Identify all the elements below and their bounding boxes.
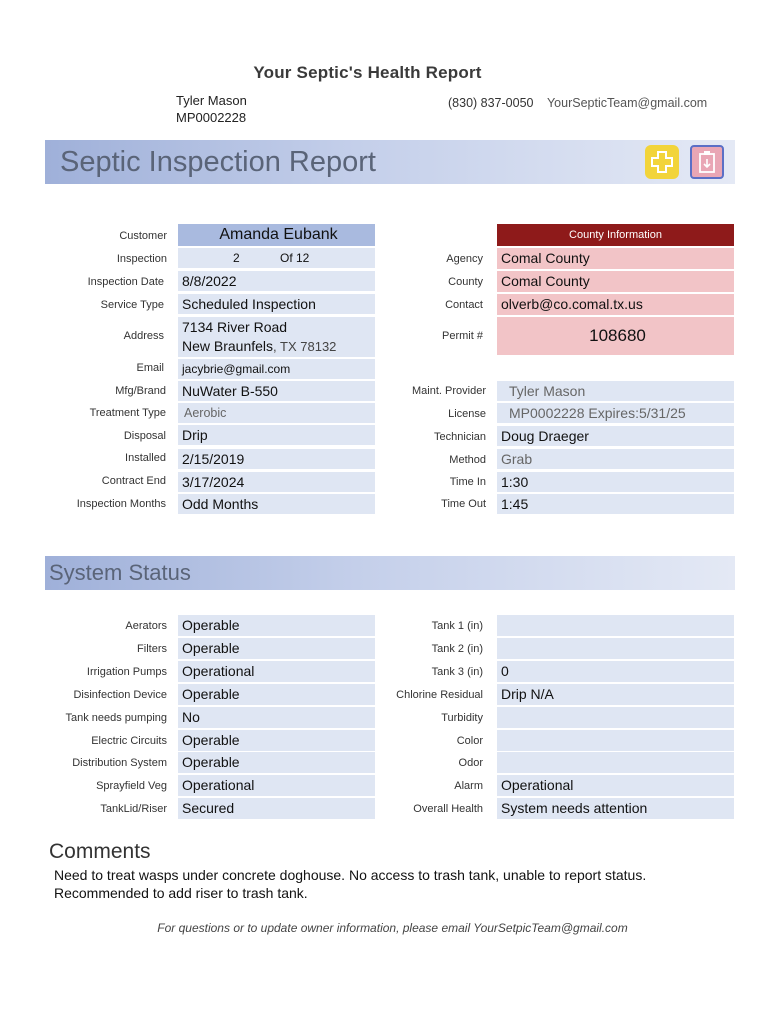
status-label: Overall Health [413, 803, 483, 815]
disposal: Drip [178, 425, 375, 445]
maint-provider-label: Maint. Provider [412, 385, 486, 397]
service-type: Scheduled Inspection [178, 294, 375, 314]
status-value: Operable [178, 684, 375, 705]
treatment-label: Treatment Type [89, 407, 166, 419]
technician: Doug Draeger [497, 426, 734, 446]
address-state: , TX 78132 [273, 339, 337, 354]
inspection-number: 2 [233, 251, 240, 265]
comments-text [54, 866, 744, 902]
maint-provider: Tyler Mason [497, 381, 734, 401]
customer-email: jacybrie@gmail.com [178, 359, 375, 379]
status-label: Sprayfield Veg [96, 780, 167, 792]
status-title: System Status [49, 560, 191, 585]
license: MP0002228 Expires:5/31/25 [497, 403, 734, 423]
status-value: Operational [497, 775, 734, 796]
address-label: Address [123, 330, 164, 342]
status-label: Filters [137, 643, 167, 655]
status-label: TankLid/Riser [100, 803, 167, 815]
status-value: Operational [178, 775, 375, 796]
inspection-date: 8/8/2022 [178, 271, 375, 291]
contact-line [448, 96, 707, 110]
status-label: Alarm [454, 780, 483, 792]
contract-end-label: Contract End [101, 475, 166, 487]
status-value [497, 752, 734, 773]
time-out: 1:45 [497, 494, 734, 514]
address-city: New Braunfels [182, 338, 274, 354]
plus-icon[interactable] [645, 145, 679, 179]
permit-number: 108680 [497, 317, 734, 355]
email-label: Email [136, 362, 164, 374]
inspection-count [178, 248, 375, 268]
time-out-label: Time Out [441, 498, 486, 510]
status-value [497, 730, 734, 751]
installed-date: 2/15/2019 [178, 449, 375, 469]
county: Comal County [497, 271, 734, 292]
contact-label: Contact [445, 299, 483, 311]
phone: (830) 837-0050 [448, 96, 534, 110]
owner-name: Tyler Mason [176, 93, 247, 108]
clipboard-icon[interactable] [690, 145, 724, 179]
owner-id: MP0002228 [176, 110, 247, 125]
status-value: Operable [178, 752, 375, 773]
customer-name: Amanda Eubank [178, 224, 375, 246]
service-type-label: Service Type [100, 299, 164, 311]
status-value [497, 638, 734, 659]
status-label: Aerators [125, 620, 167, 632]
status-value: No [178, 707, 375, 728]
comment-line: Need to treat wasps under concrete doghouse. No access to trash tank, unable to report status. [54, 867, 647, 883]
status-value: 0 [497, 661, 734, 682]
address-line1: 7134 River Road [182, 319, 288, 335]
time-in: 1:30 [497, 472, 734, 492]
county-info-header: County Information [497, 224, 734, 246]
report-title: Your Septic's Health Report [253, 63, 482, 82]
status-label: Irrigation Pumps [86, 666, 167, 678]
status-label: Chlorine Residual [396, 689, 483, 701]
contact-email: YourSepticTeam@gmail.com [546, 96, 708, 110]
installed-label: Installed [125, 452, 166, 464]
status-label: Electric Circuits [91, 735, 167, 747]
agency-label: Agency [446, 253, 483, 265]
status-value: Operable [178, 615, 375, 636]
mfg-label: Mfg/Brand [115, 385, 166, 397]
time-in-label: Time In [449, 476, 486, 488]
inspection-months: Odd Months [178, 494, 375, 514]
agency: Comal County [497, 248, 734, 269]
status-value [497, 615, 734, 636]
address [178, 317, 375, 357]
footer-note: For questions or to update owner information, please email YourSetpicTeam@gmail.com [157, 921, 628, 935]
permit-label: Permit # [442, 330, 483, 342]
disposal-label: Disposal [123, 430, 166, 442]
status-label: Distribution System [72, 757, 167, 769]
technician-label: Technician [434, 431, 486, 443]
method-label: Method [449, 454, 486, 466]
customer-label: Customer [119, 230, 167, 242]
contract-end: 3/17/2024 [178, 472, 375, 492]
status-value: Drip N/A [497, 684, 734, 705]
inspection-months-label: Inspection Months [76, 498, 166, 510]
status-label: Color [456, 735, 483, 747]
method: Grab [497, 449, 734, 469]
status-label: Disinfection Device [73, 689, 167, 701]
license-label: License [448, 408, 486, 420]
status-label: Tank 2 (in) [431, 643, 483, 655]
status-label: Tank needs pumping [65, 712, 167, 724]
county-label: County [448, 276, 483, 288]
county-contact: olverb@co.comal.tx.us [497, 294, 734, 315]
owner-block [176, 92, 247, 126]
treatment-type: Aerobic [178, 403, 375, 423]
status-label: Tank 3 (in) [431, 666, 483, 678]
banner-title: Septic Inspection Report [60, 146, 376, 178]
comments-title: Comments [49, 840, 151, 863]
status-value: Operable [178, 730, 375, 751]
status-value: Operable [178, 638, 375, 659]
status-label: Turbidity [441, 712, 483, 724]
status-value: Operational [178, 661, 375, 682]
inspection-date-label: Inspection Date [87, 276, 164, 288]
status-value: System needs attention [497, 798, 734, 819]
inspection-total: Of 12 [280, 251, 310, 265]
mfg-brand: NuWater B-550 [178, 381, 375, 401]
status-value [497, 707, 734, 728]
status-value: Secured [178, 798, 375, 819]
status-label: Odor [458, 757, 483, 769]
inspection-label: Inspection [116, 253, 167, 265]
status-label: Tank 1 (in) [431, 620, 483, 632]
comment-line: Recommended to add riser to trash tank. [54, 885, 308, 901]
